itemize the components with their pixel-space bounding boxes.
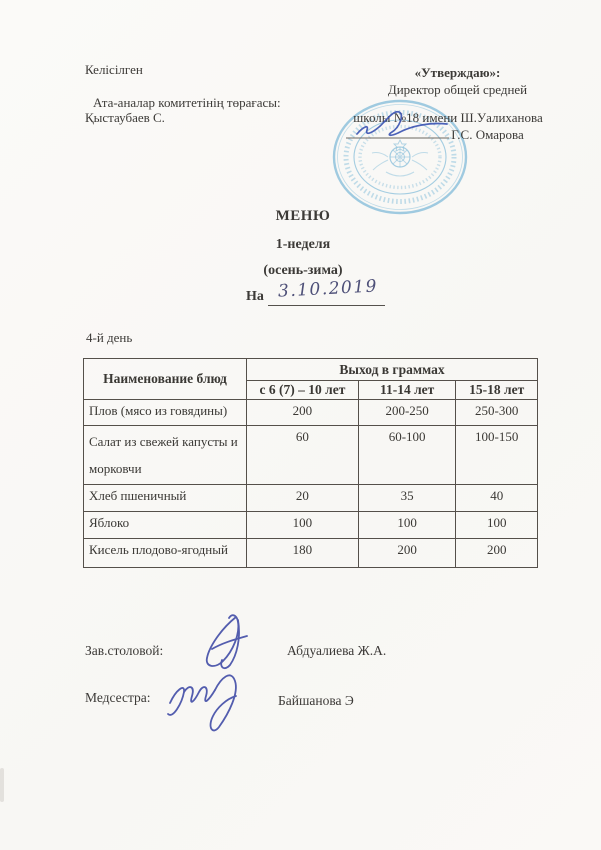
value-cell: 40 (456, 485, 538, 512)
handwritten-date: 3.10.2019 (277, 276, 379, 302)
director-title-line2: школы №18 имени Ш.Уалиханова (353, 110, 543, 125)
age-header-2: 11-14 лет (358, 381, 456, 400)
nurse-signature-ink (168, 675, 236, 730)
value-cell: 200-250 (358, 400, 456, 426)
value-cell: 200 (456, 539, 538, 568)
table-row (84, 485, 538, 512)
date-label: На (246, 289, 264, 304)
value-cell: 100 (358, 512, 456, 539)
dish-cell: Яблоко (84, 512, 247, 539)
grams-group-header: Выход в граммах (247, 359, 538, 381)
table-row (84, 539, 538, 568)
nurse-name: Байшанова Э (278, 693, 354, 708)
scan-edge-smudge (0, 768, 4, 802)
canteen-manager-label: Зав.столовой: (85, 643, 164, 658)
chair-name: Қыстаубаев С. (85, 110, 165, 125)
value-cell: 100 (456, 512, 538, 539)
dish-cell: Салат из свежей капусты и морковчи (84, 426, 247, 485)
approve-label: «Утверждаю»: (414, 65, 501, 80)
value-cell: 20 (247, 485, 359, 512)
age-header-3: 15-18 лет (456, 381, 538, 400)
value-cell: 200 (358, 539, 456, 568)
value-cell: 100 (247, 512, 359, 539)
table-header-row-1 (84, 359, 538, 381)
table-row (84, 426, 538, 485)
table-row (84, 512, 538, 539)
cook-signature-ink (207, 615, 247, 668)
menu-title: МЕНЮ (275, 208, 331, 224)
week-subtitle: 1-неделя (275, 237, 331, 252)
parent-committee-chair-label: Ата-аналар комитетінің төрағасы: (93, 95, 281, 110)
season-subtitle: (осень-зима) (263, 263, 343, 278)
director-name: Г.С. Омарова (451, 127, 524, 142)
value-cell: 60 (247, 426, 359, 485)
value-cell: 60-100 (358, 426, 456, 485)
canteen-manager-name: Абдуалиева Ж.А. (287, 643, 387, 658)
dish-cell: Кисель плодово-ягодный (84, 539, 247, 568)
value-cell: 100-150 (456, 426, 538, 485)
value-cell: 200 (247, 400, 359, 426)
dish-cell: Плов (мясо из говядины) (84, 400, 247, 426)
nurse-label: Медсестра: (85, 690, 151, 705)
table-row (84, 400, 538, 426)
dish-cell: Хлеб пшеничный (84, 485, 247, 512)
date-underline (268, 305, 385, 306)
value-cell: 250-300 (456, 400, 538, 426)
dish-column-header: Наименование блюд (84, 359, 247, 400)
day-label: 4-й день (86, 330, 133, 345)
value-cell: 35 (358, 485, 456, 512)
value-cell: 180 (247, 539, 359, 568)
menu-table (83, 358, 538, 568)
agreed-label: Келісілген (85, 62, 143, 77)
director-title-line1: Директор общей средней (387, 82, 528, 97)
age-header-1: с 6 (7) – 10 лет (247, 381, 359, 400)
